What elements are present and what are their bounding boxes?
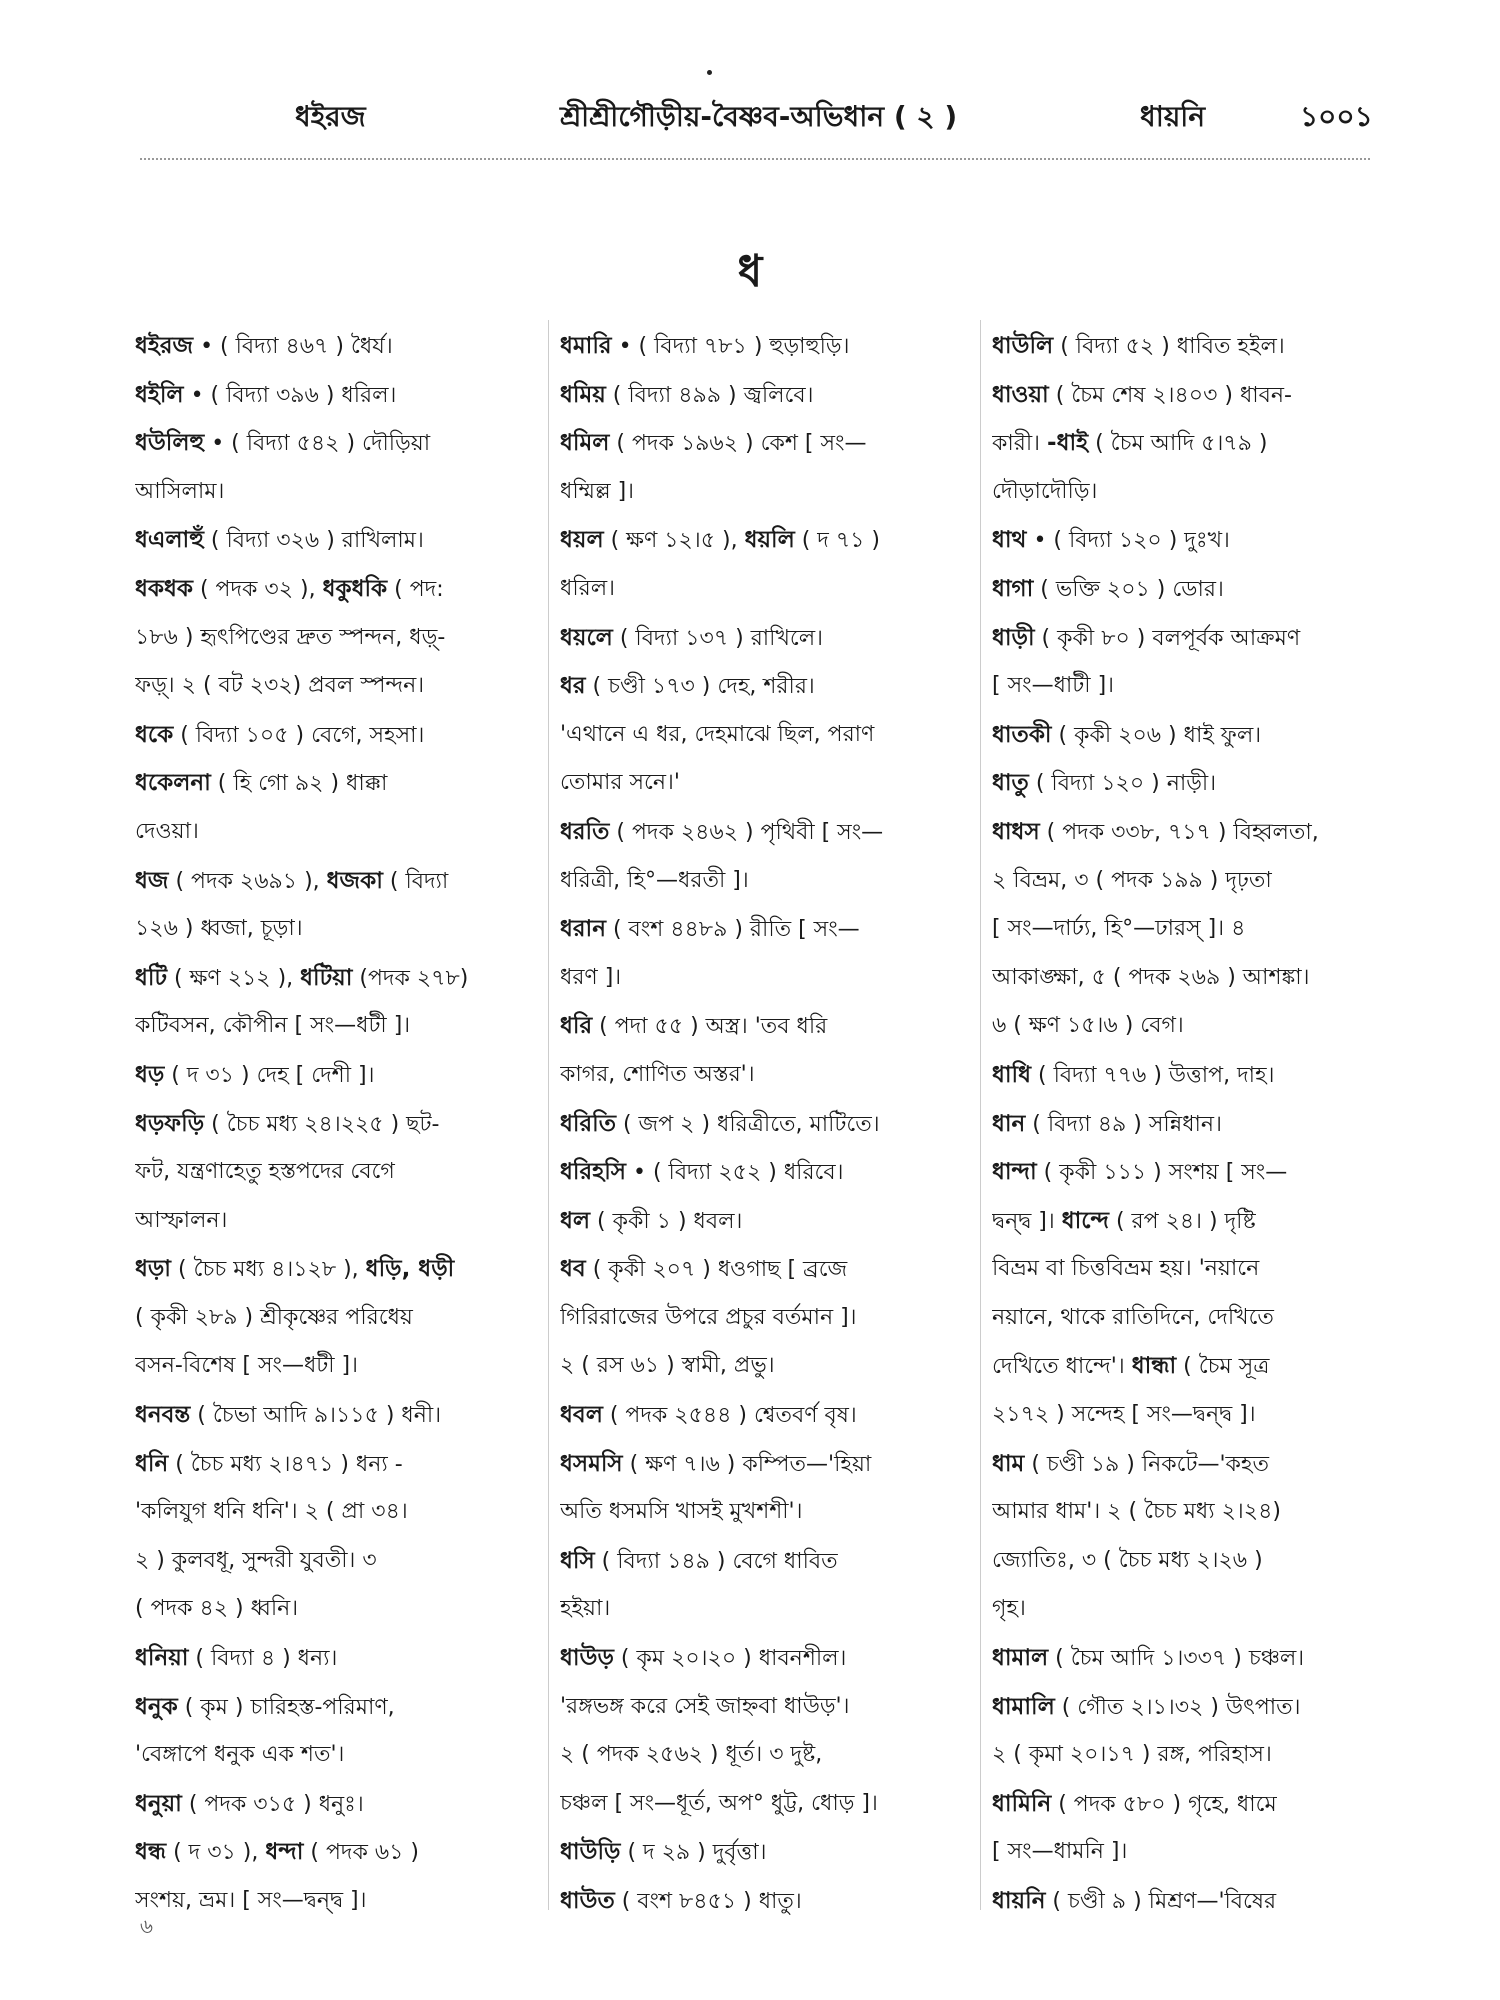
headword: ধরান — [560, 916, 606, 943]
entry-line — [560, 1634, 975, 1683]
entry-text: ( পদক ২৫৪৪ ) শ্বেতবর্ণ বৃষ। — [602, 1403, 857, 1429]
entry-line — [135, 1537, 550, 1586]
headword: ধাওয়া — [992, 381, 1049, 408]
entry-text: ধরণ ]। — [560, 964, 622, 990]
entry-text: ( পদ: — [387, 576, 444, 602]
entry-text: ২ বিভ্রম, ৩ ( পদক ১৯৯ ) দৃঢ়তা — [992, 867, 1272, 893]
headword: ধড়ি, ধড়ী — [365, 1256, 455, 1283]
entry-line — [560, 857, 975, 906]
headword: ধাউলি — [992, 333, 1054, 359]
entry-line — [992, 322, 1407, 371]
entry-line — [135, 1828, 550, 1877]
entry-text: গৃহ। — [992, 1596, 1026, 1622]
column-divider — [980, 320, 981, 1910]
headword: ধউলিহু — [135, 430, 205, 457]
entry-text: ২ ) কুলবধূ, সুন্দরী যুবতী। ৩ — [135, 1547, 377, 1573]
entry-line — [560, 1342, 975, 1391]
headword: ধাগা — [992, 575, 1034, 602]
entry-text: ( কৃকী ১ ) ধবল। — [590, 1208, 743, 1234]
entry-line — [135, 419, 550, 468]
entry-line — [560, 1683, 975, 1732]
headword: ধল — [560, 1207, 591, 1234]
entry-line — [992, 1634, 1407, 1683]
headword: ধইলি — [135, 381, 184, 408]
entry-line — [560, 1731, 975, 1780]
entry-text: চঞ্চল [ সং—ধূর্ত, অপ° ধুট্ট, ধোড় ]। — [560, 1790, 878, 1816]
entry-line — [992, 1051, 1407, 1100]
headword: ধমিয় — [560, 381, 606, 408]
headword: ধাতকী — [992, 721, 1052, 748]
entry-line — [135, 1780, 550, 1829]
entry-line — [135, 1440, 550, 1489]
entry-text: ( পদক ১৯৬২ ) কেশ [ সং— — [609, 431, 867, 457]
headword: ধইরজ — [135, 333, 194, 359]
entry-text: 'রঙ্গভঙ্গ করে সেই জাহ্নবা ধাউড়'। — [560, 1693, 850, 1719]
headword: ধাড়ী — [992, 624, 1035, 651]
entry-line — [992, 905, 1407, 954]
headword: ধরতি — [560, 818, 610, 845]
entry-line — [560, 516, 975, 565]
headword: ধকধক — [135, 575, 193, 602]
entry-text: • ( বিদ্যা ৭৮১ ) হুড়াহুড়ি। — [611, 334, 850, 359]
entry-line — [135, 614, 550, 663]
headword: ধাথ — [992, 527, 1027, 554]
entry-text: ( কৃকী ২০৭ ) ধওগাছ [ ব্রজে — [585, 1257, 848, 1283]
entry-text: ধরিত্রী, হি°—ধরতী ]। — [560, 867, 749, 893]
entry-text: ধরিল। — [560, 575, 615, 601]
entry-text: ( পদক ৪২ ) ধ্বনি। — [135, 1596, 299, 1622]
entry-text: গিরিরাজের উপরে প্রচুর বর্তমান ]। — [560, 1304, 857, 1330]
headword: ধবল — [560, 1402, 603, 1429]
entry-line — [135, 1391, 550, 1440]
entry-text: ( দ ৩১ ), — [166, 1840, 266, 1866]
entry-line — [992, 614, 1407, 663]
headword: ধব — [560, 1256, 586, 1283]
headword: ধমারি — [560, 333, 612, 359]
headword: ধনবন্ত — [135, 1402, 191, 1429]
header-book-title: শ্রীশ্রীগৌড়ীয়-বৈষ্ণব-অভিধান ( ২ ) — [560, 100, 958, 133]
entry-text: হইয়া। — [560, 1596, 611, 1622]
entry-text: ( চৈম সূত্র — [1176, 1354, 1270, 1380]
entry-line — [135, 1051, 550, 1100]
entry-text: ( পদক ৬১ ) — [303, 1840, 419, 1866]
entry-text: ( চৈভা আদি ৯।১১৫ ) ধনী। — [190, 1403, 442, 1429]
headword: ধাউড়ি — [560, 1839, 621, 1866]
entry-line — [135, 371, 550, 420]
signature-mark: ৬ — [140, 1914, 154, 1938]
entry-text: জ্যোতিঃ, ৩ ( চৈচ মধ্য ২।২৬ ) — [992, 1547, 1263, 1573]
entry-line — [135, 1002, 550, 1051]
headword: ধামিনি — [992, 1790, 1052, 1817]
entry-text: ২ ( পদক ২৫৬২ ) ধূর্ত। ৩ দুষ্ট, — [560, 1742, 823, 1768]
entry-text: • ( বিদ্যা ১২০ ) দুঃখ। — [1026, 528, 1230, 554]
entry-text: ২ ( রস ৬১ ) স্বামী, প্রভু। — [560, 1353, 775, 1379]
column-1 — [135, 322, 550, 1926]
column-3 — [992, 322, 1407, 1926]
section-letter: ধ — [737, 246, 763, 297]
entry-text: ( দ ৭১ ) — [794, 528, 881, 554]
entry-line — [992, 1100, 1407, 1149]
entry-line — [992, 1537, 1407, 1586]
headword: ধাউড় — [560, 1645, 614, 1672]
entry-line — [992, 1002, 1407, 1051]
entry-text: ( দ ২৯ ) দুর্বৃত্তা। — [620, 1840, 767, 1866]
headword: ধাধি — [992, 1061, 1032, 1088]
entry-text: ( বিদ্যা ১৪৯ ) বেগে ধাবিত — [594, 1548, 838, 1574]
entry-text: ফড়্। ২ ( বট ২৩২) প্রবল স্পন্দন। — [135, 673, 425, 699]
entry-text: আকাঙ্ক্ষা, ৫ ( পদক ২৬৯ ) আশঙ্কা। — [992, 964, 1310, 990]
entry-text: অতি ধসমসি খাসই মুখশশী'। — [560, 1499, 803, 1525]
entry-text: ( চণ্ডী ১৯ ) নিকটে—'কহত — [1024, 1451, 1269, 1477]
entry-text: ( বিদ্যা ৪৯৯ ) জ্বলিবে। — [605, 382, 814, 408]
headword: ধামাল — [992, 1645, 1049, 1672]
header-left-guideword: ধইরজ — [295, 100, 366, 133]
entry-text: ( বিদ্যা ৩২৬ ) রাখিলাম। — [203, 528, 424, 554]
entry-line — [135, 1148, 550, 1197]
entry-text: ( চৈচ মধ্য ২।৪৭১ ) ধন্য - — [168, 1451, 403, 1477]
entry-text: ( বিদ্যা — [382, 868, 449, 894]
headword: ধর — [560, 673, 586, 700]
entry-line — [560, 1440, 975, 1489]
entry-line — [560, 1245, 975, 1294]
entry-line — [992, 857, 1407, 906]
headword: ধজ — [135, 867, 169, 894]
headword: ধরি — [560, 1013, 593, 1040]
entry-line — [135, 1683, 550, 1732]
entry-text: ( পদক ২৬৯১ ), — [168, 868, 327, 894]
entry-text: ( কৃকী ৮০ ) বলপূর্বক আক্রমণ — [1034, 625, 1301, 651]
entry-text: ৬ ( ক্ষণ ১৫।৬ ) বেগ। — [992, 1013, 1184, 1039]
entry-text: ( বিদ্যা ১০৫ ) বেগে, সহসা। — [173, 722, 425, 748]
entry-line — [135, 759, 550, 808]
entry-line — [135, 1197, 550, 1246]
entry-text: ( বিদ্যা ৭৭৬ ) উত্তাপ, দাহ। — [1031, 1062, 1275, 1088]
entry-line — [135, 954, 550, 1003]
headword: ধকুধকি — [322, 575, 388, 602]
headword: ধকে — [135, 721, 174, 748]
entry-line — [992, 711, 1407, 760]
entry-line — [135, 1634, 550, 1683]
entry-text: ( পদক ৩৩৮, ৭১৭ ) বিহ্বলতা, — [1039, 819, 1319, 845]
entry-line — [992, 565, 1407, 614]
entry-line — [992, 1877, 1407, 1926]
entry-line — [560, 662, 975, 711]
entry-text: দেখিতে ধান্দে'। — [992, 1354, 1132, 1380]
entry-line — [560, 1877, 975, 1926]
headword: ধান্দা — [992, 1159, 1037, 1186]
print-mark — [707, 70, 712, 75]
entry-line — [135, 808, 550, 857]
entry-text: ( পদা ৫৫ ) অস্ত্র। 'তব ধরি — [592, 1014, 828, 1040]
headword: ধনি — [135, 1450, 169, 1477]
entry-text: ( বিদ্যা ৪৯ ) সন্নিধান। — [1025, 1111, 1222, 1137]
entry-text: ১২৬ ) ধ্বজা, চূড়া। — [135, 916, 303, 942]
entry-line — [560, 1051, 975, 1100]
page-number: ১০০১ — [1300, 100, 1373, 133]
entry-line — [992, 808, 1407, 857]
headword: ধকেলনা — [135, 770, 211, 797]
entry-text: ( গৌত ২।১।৩২ ) উৎপাত। — [1054, 1694, 1301, 1720]
entry-text: আস্ফালন। — [135, 1207, 228, 1233]
entry-text: ( কৃকী ১১১ ) সংশয় [ সং— — [1036, 1160, 1288, 1186]
entry-text: ( চৈচ মধ্য ২৪।২২৫ ) ছট- — [204, 1111, 440, 1137]
entry-text: ২১৭২ ) সন্দেহ [ সং—দ্বন্দ্ব ]। — [992, 1402, 1256, 1428]
entry-line — [560, 1828, 975, 1877]
entry-line — [992, 419, 1407, 468]
entry-line — [992, 371, 1407, 420]
entry-text: ( বিদ্যা ১২০ ) নাড়ী। — [1028, 771, 1217, 797]
entry-line — [560, 808, 975, 857]
headword: ধাতু — [992, 770, 1029, 797]
entry-line — [992, 1148, 1407, 1197]
headword: ধসমসি — [560, 1450, 623, 1477]
entry-line — [135, 1100, 550, 1149]
entry-line — [560, 759, 975, 808]
entry-line — [560, 322, 975, 371]
headword: -ধাই — [1047, 430, 1089, 457]
entry-line — [135, 1731, 550, 1780]
headword: ধায়নি — [992, 1888, 1046, 1914]
entry-text: বসন-বিশেষ [ সং—ধটী ]। — [135, 1353, 358, 1379]
entry-text: ( পদক ৫৮০ ) গৃহে, ধামে — [1051, 1791, 1277, 1817]
entry-text: সংশয়, ভ্রম। [ সং—দ্বন্দ্ব ]। — [135, 1888, 367, 1913]
entry-text: দ্বন্দ্ব ]। — [992, 1208, 1062, 1234]
headword: ধাধস — [992, 818, 1040, 845]
entry-text: • ( বিদ্যা ৩৯৬ ) ধরিল। — [183, 382, 397, 408]
entry-text: • ( বিদ্যা ২৫২ ) ধরিবে। — [625, 1160, 844, 1186]
headword: ধয়লি — [744, 527, 795, 554]
headword: ধাউত — [560, 1888, 615, 1914]
entry-line — [135, 322, 550, 371]
headword: ধনুয়া — [135, 1790, 182, 1817]
entry-text: ( ক্ষণ ৭।৬ ) কম্পিত—'হিয়া — [622, 1451, 872, 1477]
headword: ধনুক — [135, 1693, 178, 1720]
entry-text: বিভ্রম বা চিত্তবিভ্রম হয়। 'নয়ানে — [992, 1256, 1260, 1282]
entry-line — [560, 565, 975, 614]
entry-line — [992, 1245, 1407, 1294]
headword: ধনিয়া — [135, 1645, 189, 1672]
entry-text: ২ ( কৃমা ২০।১৭ ) রঙ্গ, পরিহাস। — [992, 1742, 1272, 1768]
entry-line — [560, 419, 975, 468]
entry-text: • ( বিদ্যা ৪৬৭ ) ধৈর্য। — [193, 334, 393, 359]
entry-line — [992, 1342, 1407, 1391]
headword: ধএলাহুঁ — [135, 527, 204, 554]
header-rule — [140, 158, 1370, 160]
entry-line — [992, 662, 1407, 711]
entry-line — [992, 1294, 1407, 1343]
entry-line — [560, 1148, 975, 1197]
entry-line — [560, 954, 975, 1003]
entry-text: আমার ধাম'। ২ ( চৈচ মধ্য ২।২৪) — [992, 1499, 1281, 1525]
entry-line — [560, 614, 975, 663]
headword: ধন্ধ — [135, 1839, 167, 1866]
entry-line — [135, 1342, 550, 1391]
entry-text: ( চৈম আদি ১।৩৩৭ ) চঞ্চল। — [1048, 1646, 1305, 1672]
entry-line — [135, 565, 550, 614]
entry-text: (পদক ২৭৮) — [352, 965, 469, 991]
entry-line — [135, 905, 550, 954]
entry-text: ( পদক ৩১৫ ) ধনুঃ। — [181, 1791, 364, 1817]
entry-text: ( কৃম ) চারিহস্ত-পরিমাণ, — [177, 1694, 395, 1720]
entry-text: ( ভক্তি ২০১ ) ডোর। — [1033, 576, 1224, 602]
entry-text: নয়ানে, থাকে রাতিদিনে, দেখিতে — [992, 1304, 1274, 1330]
entry-text: ( চণ্ডী ১৭৩ ) দেহ, শরীর। — [585, 674, 815, 700]
entry-line — [992, 1197, 1407, 1246]
entry-text: ( বিদ্যা ৪ ) ধন্য। — [188, 1646, 338, 1672]
entry-line — [560, 1100, 975, 1149]
entry-line — [135, 662, 550, 711]
entry-line — [992, 1731, 1407, 1780]
entry-text: ( চৈম আদি ৫।৭৯ ) — [1088, 431, 1268, 457]
entry-text: ( কৃকী ২০৬ ) ধাই ফুল। — [1051, 722, 1262, 748]
entry-text: ( ক্ষণ ২১২ ), — [167, 965, 301, 991]
entry-line — [992, 468, 1407, 517]
entry-text: কটিবসন, কৌপীন [ সং—ধটী ]। — [135, 1013, 411, 1039]
entry-line — [992, 1391, 1407, 1440]
entry-text: ( বিদ্যা ১৩৭ ) রাখিলে। — [612, 625, 824, 651]
entry-line — [992, 759, 1407, 808]
entry-text: ( চৈম শেষ ২।৪০৩ ) ধাবন- — [1048, 382, 1292, 408]
headword: ধান্ধা — [1131, 1353, 1177, 1380]
entry-text: 'কলিযুগ ধনি ধনি'। ২ ( প্রা ৩৪। — [135, 1499, 408, 1525]
headword: ধামালি — [992, 1693, 1055, 1720]
entry-line — [560, 1585, 975, 1634]
entry-line — [135, 1877, 550, 1926]
entry-line — [992, 1488, 1407, 1537]
headword: ধান্দে — [1061, 1207, 1109, 1234]
entry-text: • ( বিদ্যা ৫৪২ ) দৌড়িয়া — [204, 431, 431, 457]
entry-line — [560, 711, 975, 760]
entry-text: ফট, যন্ত্রণাহেতু হস্তপদের বেগে — [135, 1159, 395, 1185]
headword: ধসি — [560, 1547, 595, 1574]
entry-text: কারী। — [992, 431, 1048, 457]
column-2 — [560, 322, 975, 1926]
entry-line — [560, 1537, 975, 1586]
entry-text: [ সং—ধাটী ]। — [992, 673, 1115, 699]
entry-text: ( বংশ ৮৪৫১ ) ধাতু। — [614, 1889, 802, 1914]
entry-text: ( রপ ২৪। ) দৃষ্টি — [1108, 1208, 1256, 1234]
entry-text: ( চৈচ মধ্য ৪।১২৮ ), — [170, 1257, 366, 1283]
entry-line — [992, 1780, 1407, 1829]
entry-text: ( দ ৩১ ) দেহ [ দেশী ]। — [164, 1062, 375, 1088]
headword: ধয়ল — [560, 527, 604, 554]
entry-text: ( ক্ষণ ১২।৫ ), — [603, 528, 745, 554]
entry-line — [992, 1585, 1407, 1634]
entry-line — [135, 516, 550, 565]
entry-line — [560, 905, 975, 954]
entry-text: ( পদক ৩২ ), — [192, 576, 323, 602]
entry-line — [560, 1002, 975, 1051]
headword: ধড়ফড়ি — [135, 1110, 205, 1137]
entry-line — [992, 516, 1407, 565]
entry-line — [560, 1780, 975, 1829]
entry-text: ( কৃম ২০।২০ ) ধাবনশীল। — [613, 1646, 847, 1672]
entry-line — [560, 1488, 975, 1537]
entry-text: ( কৃকী ২৮৯ ) শ্রীকৃষ্ণের পরিধেয় — [135, 1304, 413, 1330]
entry-text: দেওয়া। — [135, 818, 199, 844]
headword: ধটি — [135, 964, 168, 991]
entry-text: 'এথানে এ ধর, দেহমাঝে ছিল, পরাণ — [560, 721, 875, 747]
entry-line — [560, 468, 975, 517]
column-divider — [548, 320, 549, 1910]
entry-text: ( পদক ২৪৬২ ) পৃথিবী [ সং— — [609, 819, 884, 845]
entry-line — [135, 1294, 550, 1343]
headword: ধরিতি — [560, 1110, 616, 1137]
entry-text: ( বংশ ৪৪৮৯ ) রীতি [ সং— — [605, 917, 860, 943]
headword: ধয়লে — [560, 624, 613, 651]
entry-line — [992, 954, 1407, 1003]
entry-text: ( চণ্ডী ৯ ) মিশ্রণ—'বিষের — [1045, 1889, 1277, 1914]
entry-text: ধম্মিল্ল ]। — [560, 478, 635, 504]
headword: ধজকা — [326, 867, 383, 894]
headword: ধন্দা — [265, 1839, 304, 1866]
header-right-guideword: ধায়নি — [1140, 100, 1206, 133]
entry-line — [135, 468, 550, 517]
entry-line — [560, 371, 975, 420]
entry-text: তোমার সনে।' — [560, 770, 680, 796]
entry-line — [992, 1828, 1407, 1877]
entry-line — [560, 1391, 975, 1440]
entry-text: দৌড়াদৌড়ি। — [992, 478, 1098, 504]
headword: ধমিল — [560, 430, 610, 457]
entry-line — [135, 1245, 550, 1294]
entry-text: ১৮৬ ) হৃৎপিণ্ডের দ্রুত স্পন্দন, ধড়্- — [135, 624, 446, 650]
entry-text: ( জপ ২ ) ধরিত্রীতে, মাটিতে। — [615, 1111, 880, 1137]
headword: ধাম — [992, 1450, 1025, 1477]
entry-text: ( হি গো ৯২ ) ধাক্কা — [210, 771, 388, 797]
entry-text: ( বিদ্যা ৫২ ) ধাবিত হইল। — [1053, 334, 1285, 359]
headword: ধড়া — [135, 1256, 171, 1283]
headword: ধটিয়া — [300, 964, 353, 991]
entry-text: [ সং—দার্ঢ্য, হি°—ঢারস্ ]। ৪ — [992, 916, 1246, 942]
entry-text: [ সং—ধামনি ]। — [992, 1839, 1128, 1865]
headword: ধরিহসি — [560, 1159, 626, 1186]
entry-text: আসিলাম। — [135, 478, 225, 504]
entry-line — [135, 1585, 550, 1634]
headword: ধড় — [135, 1061, 165, 1088]
entry-line — [992, 1683, 1407, 1732]
entry-text: 'বেঙ্গাপে ধনুক এক শত'। — [135, 1742, 345, 1768]
entry-line — [135, 711, 550, 760]
entry-line — [135, 1488, 550, 1537]
headword: ধান — [992, 1110, 1026, 1137]
entry-text: কাগর, শোণিত অস্তর'। — [560, 1061, 755, 1087]
entry-line — [992, 1440, 1407, 1489]
entry-line — [560, 1294, 975, 1343]
entry-line — [135, 857, 550, 906]
entry-line — [560, 1197, 975, 1246]
